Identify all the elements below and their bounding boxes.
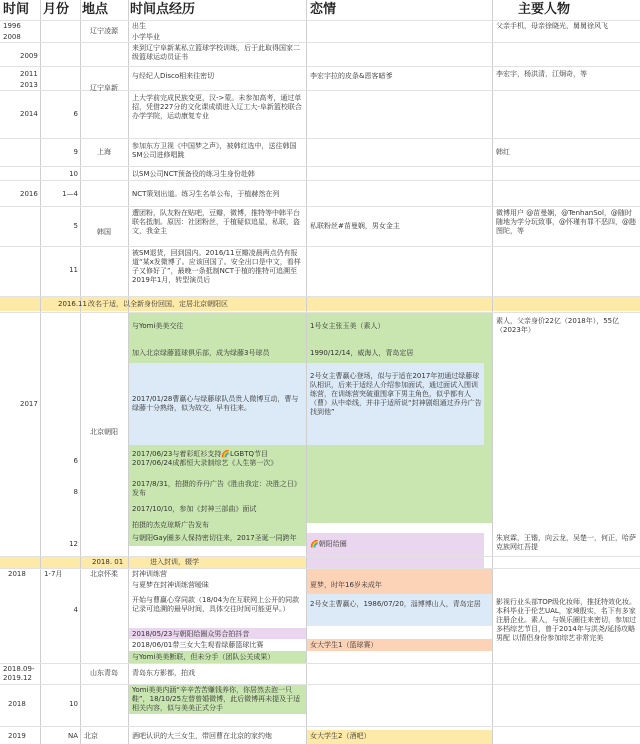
event-primary: 小学毕业 [132,33,160,41]
event-rename: 改名于适，以全新身份回国，定居北京朝阳区 [88,300,228,308]
year-2018b: 2018 [8,700,26,708]
month-4: 4 [73,606,78,614]
event-camp: 进入封训，辍学 [150,558,199,566]
header-people: 主要人物 [518,2,571,17]
people-2018-cao: 影视行业头部TOP级化妆师，推抚特效化妆。本科毕业于伦艺UAL，家境殷实，名下有多家注册企业。素人，与娱乐圈往来密切，参加过多档综艺节目，曾于2014年与洪尧/延扬攻略男配 以情侣身份参加综艺非常完美 [496,598,637,642]
month-6: 6 [73,457,78,465]
month-12: 12 [69,540,78,548]
event-sm: 以SM公司NCT预备役的练习生身份赴韩 [132,170,255,178]
year-2018-01: 2018. 01 [92,558,124,566]
header-love: 恋情 [310,2,337,17]
people-2017-gay: 朱宸霖，王锴，向云龙，吴楚一，何正，哈萨克族网红吾提 [496,534,636,551]
place-shanghai: 上海 [97,148,111,156]
love-2017-yomi-info: 1990/12/14，威海人，青岛定居 [310,349,414,357]
event-2017-jackjones: 拍摄的杰克琼斯广告发布 [132,521,209,529]
people-family: 父亲手机，母亲徐晓光，舅舅徐风飞 [496,22,608,30]
year-2018-09: 2018.09- 2019.12 [3,665,35,682]
event-2018-camp: 封神训练营 [132,570,167,578]
month-na: NA [67,732,78,740]
event-2018-cao: 开始与曹赢心穿同款（18/04为在互联网上公开的同款记录可追溯的最早时间，具体交往时间可能更早。） [132,596,300,613]
people-hanhong: 韩红 [496,148,510,156]
month-8: 8 [73,488,78,496]
event-2011: 与经纪人Disco相来往密切 [132,72,215,80]
month-10: 10 [69,170,78,178]
header-place: 地点 [82,2,109,17]
people-2011: 李宏宇，杨洪清，江炯奇，等 [496,70,587,78]
event-korea-5: 遭团粉，队友粉在贴吧，豆瓣，微博，推特等中韩平台联名抵制。原因：社团粉丝，于植疑似追星，私联，盗文，我金主 [132,209,300,235]
month-11: 11 [69,266,78,274]
event-2019: 酒吧认识的大三女生，带回曹在北京的家约炮 [132,732,272,740]
love-2018-cao: 2号女主曹赢心，1986/07/20，淄博博山人，青岛定居 [310,600,481,608]
month-9: 9 [73,148,78,156]
header-time: 时间 [3,2,30,17]
month-1-7: 1-7月 [44,570,63,578]
love-2011: 李宏宇拉的皮条&恩客暗爹 [310,72,393,80]
event-shanghai: 参加东方卫视《中国梦之声》，被韩红选中，送往韩国SM公司进修唱跳 [132,142,297,159]
event-2018-yomi-break: 与Yomi美美断联，但未分手（团队公关成果） [132,653,275,661]
love-2017-gay: 🌈朝阳给圈 [310,540,347,548]
people-rich: 素人，父亲身价22亿（2018年），55亿（2023年） [496,317,620,334]
place-beijing: 北京 [84,732,98,740]
love-korea-5: 私联粉丝#苗曼娴，男女金主 [310,222,400,230]
year-2016: 2016 [20,190,38,198]
event-2016: NCT策划出道。练习生名单公布，于植赫然在列 [132,190,280,198]
month-5: 5 [73,222,78,230]
year-2008: 2008 [3,33,21,41]
love-2019: 女大学生2（酒吧） [310,732,371,740]
love-2018-student1: 女大学生1（篮球赛） [310,641,378,649]
place-huairou: 北京怀柔 [90,570,118,578]
place-qingdao: 山东青岛 [90,669,118,677]
place-korea: 韩国 [97,228,111,236]
year-2009: 2009 [20,52,38,60]
place-lingyuan: 辽宁凌源 [90,27,118,35]
event-2018-douyin: 2018/05/23与朝阳给圈众男合拍抖音 [132,630,250,638]
year-2018: 2018 [8,570,26,578]
event-2018-yomi-final: Yomi美美内涵“辛辛苦苦赚钱养你，你居然去泡一只鞋”，18/10/25左替曾婚微博，此后微博再未提及于适相关内容，似与美美正式分手 [132,686,301,712]
year-2016-11: 2016.11 [58,300,87,308]
event-2017-cao: 2017/01/28曹赢心与绿藤球队员贵人微博互动，曹与绿藤十分熟络，似为故交，早有往来。 [132,395,299,412]
place-chaoyang: 北京朝阳 [90,428,118,436]
month-10b: 10 [69,700,78,708]
place-fuxin: 辽宁阜新 [90,84,118,92]
love-2018-xiameng: 夏梦，时年16岁未成年 [310,581,382,589]
cao-block [306,594,492,626]
header-month: 月份 [43,2,70,17]
event-2009: 来到辽宁阜新某私立篮球学校训练，后于此取得国家二级篮球运动员证书 [132,44,300,61]
month-2016: 1—4 [62,190,78,198]
event-2017-gay: 与朝阳Gay圈多人保持密切往来，2017圣诞一同跨年 [132,534,297,542]
year-2019: 2019 [8,732,26,740]
event-2018-xiameng: 与夏梦在封神训练营暧昧 [132,581,209,589]
event-2018-student: 2018/06/01带三女大生观看绿藤篮球比赛 [132,641,264,649]
month-2014: 6 [73,110,78,118]
event-2017-june: 2017/06/23与着彩虹衫支持🌈LGBTQ节目 2017/06/24成都恒大录制综艺《人生第一次》 [132,450,278,467]
gay-circle-block [306,533,484,573]
event-2017-lvteng: 加入北京绿藤篮球俱乐部，成为绿藤3号球员 [132,349,270,357]
header-events: 时间点经历 [130,2,196,17]
event-korea-11: 被SM退货，回到国内。2016/11豆瓣凌晨两点仍有报道“某x发微博了。应该回国了。安全出口是中文，看样子又修好了”，最晚一条抵制NCT于植的推特可追溯至2019年1月，转型演员后 [132,249,301,284]
people-korea-5: 微博用户 @苗曼娴，@TenhanSol，@随时随地为学分玩致事，@怀瑾有罪不恶四，@韪图陀，等 [496,209,636,235]
year-2011: 2011 [20,70,38,78]
year-2014: 2014 [20,110,38,118]
love-2017-cao: 2号女主曹赢心登场，似与于适在2017年初通过绿藤球队相识，后来于适经人介绍参加面试，通过面试入围训练营，在训练营突破重围拿下男主角色，似乎都有人（曹）从中牵线，并非于适所说“封神剧组通过乔丹广告找到他” [310,372,482,416]
event-2014: 上大学前完成民族变更，汉->蒙。未参加高考，通过单招，凭借227分的文化课成绩进入辽工大-阜新篮校联合办学学院，运动康复专业 [132,94,302,120]
event-2017-jordan: 2017/8/31，拍摄的乔丹广告《胜由我定：决胜之日》发布 [132,480,301,497]
year-1996: 1996 [3,22,21,30]
year-2013: 2013 [20,81,38,89]
event-born: 出生 [132,22,146,30]
year-2017: 2017 [20,400,38,408]
love-2017-yomi: 1号女主张玉美（素人） [310,322,385,330]
event-2017-audition: 2017/10/10，参加《封神三部曲》面试 [132,505,257,513]
event-2017-yomi: 与Yomi美美交往 [132,322,184,330]
event-2018-qingdao: 青岛东方影都，拍戏 [132,669,195,677]
